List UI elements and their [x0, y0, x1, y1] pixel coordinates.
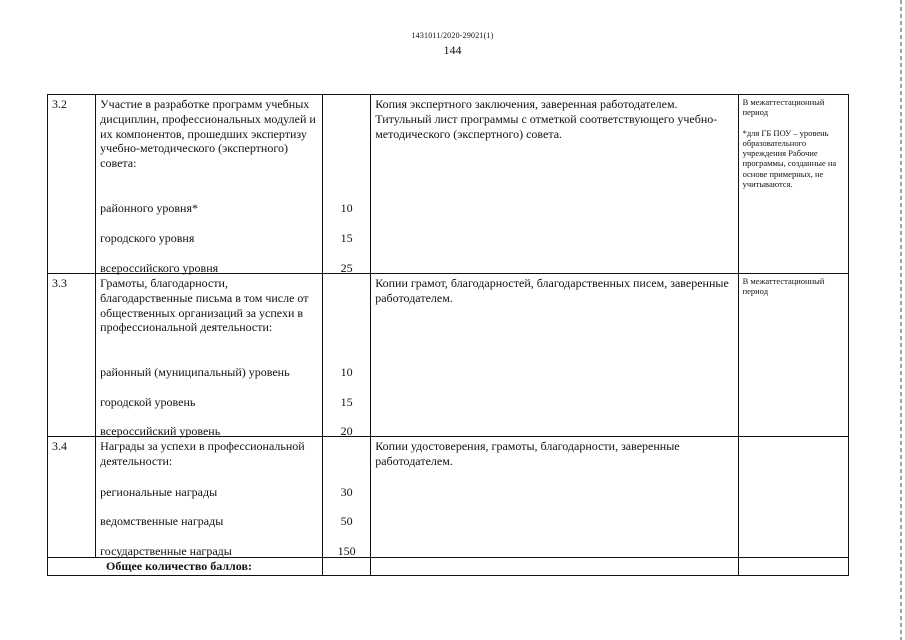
score-cell	[323, 274, 371, 437]
note-text: *для ГБ ПОУ – уровень образовательного учреждения Рабочие программы, созданные на основе примерных, не учитываются.	[742, 127, 837, 190]
documents-text: Копии грамот, благодарностей, благодарственных писем, заверенные работодателем.	[371, 274, 738, 437]
level-score: 20	[340, 424, 353, 438]
table-row	[48, 437, 849, 558]
criterion-text: Участие в разработке программ учебных дисциплин, профессиональных модулей и их компонентов, прошедших экспертизу учебно-методического (экспертного) совета:	[100, 97, 316, 171]
table-row	[48, 95, 849, 274]
criteria-table	[47, 94, 849, 576]
criterion-text: Награды за успехи в профессиональной деятельности:	[100, 439, 305, 468]
level-label: районного уровня*	[100, 201, 198, 215]
level-score: 10	[340, 365, 353, 379]
level-score: 15	[340, 231, 353, 245]
level-label: городской уровень	[100, 395, 196, 409]
level-score: 25	[340, 261, 353, 275]
row-number: 3.2	[48, 95, 96, 274]
level-label: городского уровня	[100, 231, 195, 245]
score-cell	[323, 437, 371, 558]
criterion-cell	[96, 437, 323, 558]
criterion-text: Грамоты, благодарности, благодарственные письма в том числе от общественных организаций за успехи в профессиональной деятельности:	[100, 276, 309, 335]
level-score: 10	[340, 201, 353, 215]
level-label: государственные награды	[100, 544, 232, 558]
note-cell	[738, 274, 848, 437]
level-label: всероссийский уровень	[100, 424, 221, 438]
level-score: 15	[340, 395, 353, 409]
criterion-cell	[96, 274, 323, 437]
note-cell	[738, 95, 848, 274]
score-cell	[323, 95, 371, 274]
scan-edge-mark	[900, 0, 902, 640]
level-label: региональные награды	[100, 485, 218, 499]
level-label: всероссийского уровня	[100, 261, 219, 275]
table-row	[48, 274, 849, 437]
level-label: ведомственные награды	[100, 514, 224, 528]
total-label: Общее количество баллов:	[48, 558, 323, 576]
total-score-cell	[323, 558, 371, 576]
criterion-cell	[96, 95, 323, 274]
note-text: В межаттестационный период	[742, 97, 825, 118]
documents-text: Копии удостоверения, грамоты, благодарности, заверенные работодателем.	[371, 437, 738, 558]
level-score: 50	[340, 514, 353, 528]
note-cell	[738, 437, 848, 558]
level-score: 150	[337, 544, 356, 558]
document-id: 1431011/2020-29021(1)	[411, 31, 494, 40]
level-score: 30	[340, 485, 353, 499]
row-number: 3.3	[48, 274, 96, 437]
total-documents-cell	[371, 558, 738, 576]
total-note-cell	[738, 558, 848, 576]
note-text: В межаттестационный период	[742, 276, 825, 297]
row-number: 3.4	[48, 437, 96, 558]
page-number: 144	[443, 43, 462, 57]
level-label: районный (муниципальный) уровень	[100, 365, 290, 379]
total-row	[48, 558, 849, 576]
documents-text: Копия экспертного заключения, заверенная работодателем. Титульный лист программы с отметкой соответствующего учебно-методического (экспертного) совета.	[371, 95, 738, 274]
